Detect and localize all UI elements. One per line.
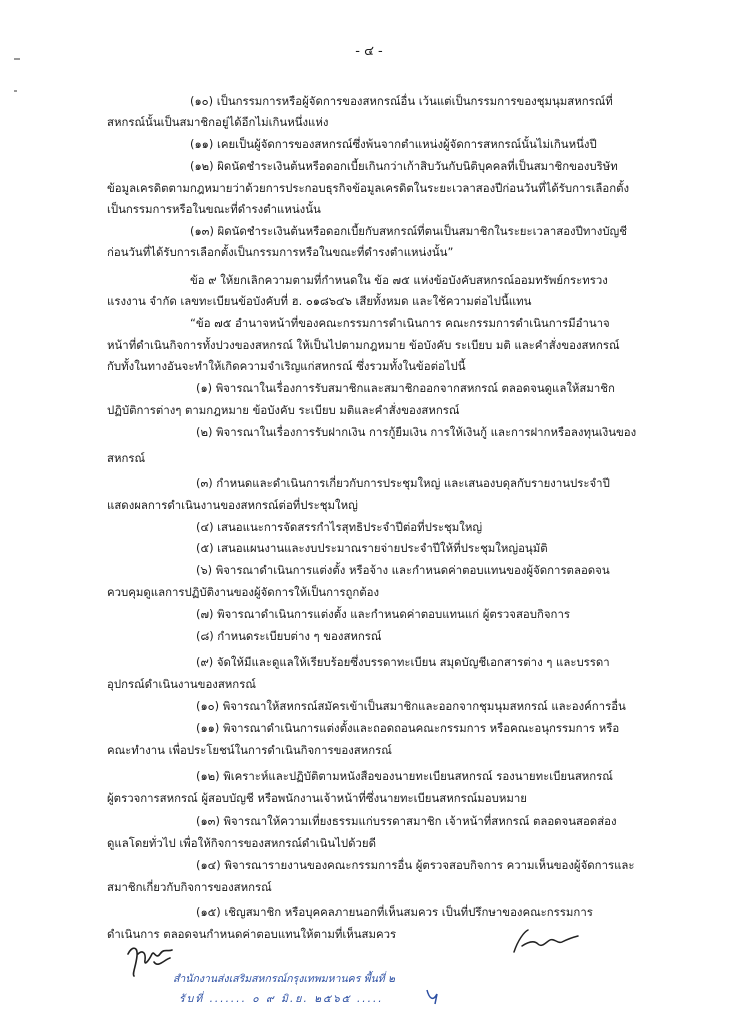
text-line: หน้าที่ดำเนินกิจการทั้งปวงของสหกรณ์ ให้เป็นไปตามกฎหมาย ข้อบังคับ ระเบียบ มติ และคำสั่งของสหกรณ์ xyxy=(107,338,620,352)
text-line: ดำเนินการ ตลอดจนกำหนดค่าตอบแทนให้ตามที่เห็นสมควร xyxy=(107,927,397,941)
text-line: (๓) กำหนดและดำเนินการเกี่ยวกับการประชุมใหญ่ และเสนองบดุลกับรายงานประจำปี xyxy=(196,476,610,490)
text-line: แรงงาน จำกัด เลขทะเบียนข้อบังคับที่ ฮ. ๐๑๘๖๔๖ เสียทั้งหมด และใช้ความต่อไปนี้แทน xyxy=(107,294,532,308)
stamp-office-text: สำนักงานส่งเสริมสหกรณ์กรุงเทพมหานคร พื้นที่ ๒ xyxy=(173,973,395,985)
text-line: (๘) กำหนดระเบียบต่าง ๆ ของสหกรณ์ xyxy=(196,629,382,643)
margin-mark xyxy=(14,58,20,60)
text-line: (๕) เสนอแผนงานและงบประมาณรายจ่ายประจำปีให้ที่ประชุมใหญ่อนุมัติ xyxy=(196,541,548,555)
text-line: (๑๐) เป็นกรรมการหรือผู้จัดการของสหกรณ์อื่น เว้นแต่เป็นกรรมการของชุมนุมสหกรณ์ที่ xyxy=(190,94,613,108)
text-line: ปฏิบัติการต่างๆ ตามกฎหมาย ข้อบังคับ ระเบียบ มติและคำสั่งของสหกรณ์ xyxy=(107,403,460,417)
text-line: เป็นกรรมการหรือในขณะที่ดำรงตำแหน่งนั้น xyxy=(107,202,321,216)
text-line: ดูแลโดยทั่วไป เพื่อให้กิจการของสหกรณ์ดำเนินไปด้วยดี xyxy=(107,836,377,850)
signature-right xyxy=(508,922,583,962)
text-line: กับทั้งในทางอันจะทำให้เกิดความจำเริญแก่สหกรณ์ ซึ่งรวมทั้งในข้อต่อไปนี้ xyxy=(107,359,466,373)
margin-mark xyxy=(14,90,17,92)
text-line: (๑๓) พิจารณาให้ความเที่ยงธรรมแก่บรรดาสมาชิก เจ้าหน้าที่สหกรณ์ ตลอดจนสอดส่อง xyxy=(196,814,617,828)
text-line: (๑) พิจารณาในเรื่องการรับสมาชิกและสมาชิกออกจากสหกรณ์ ตลอดจนดูแลให้สมาชิก xyxy=(196,381,615,395)
text-line: (๑๔) พิจารณารายงานของคณะกรรมการอื่น ผู้ตรวจสอบกิจการ ความเห็นของผู้จัดการและ xyxy=(196,858,635,872)
text-line: (๑๐) พิจารณาให้สหกรณ์สมัครเข้าเป็นสมาชิกและออกจากชุมนุมสหกรณ์ และองค์การอื่น xyxy=(196,699,626,713)
stamp-date-text: รับที่ ....... ๐ ๙ มิ.ย. ๒๕๖๕ ..... xyxy=(179,993,384,1005)
text-line: “ข้อ ๗๕ อำนาจหน้าที่ของคณะกรรมการดำเนินการ คณะกรรมการดำเนินการมีอำนาจ xyxy=(190,316,610,330)
text-line: ก่อนวันที่ได้รับการเลือกตั้งเป็นกรรมการหรือในขณะที่ดำรงตำแหน่งนั้น” xyxy=(107,245,454,259)
text-line: แสดงผลการดำเนินงานของสหกรณ์ต่อที่ประชุมใหญ่ xyxy=(107,498,358,512)
text-line: (๑๒) ผิดนัดชำระเงินต้นหรือดอกเบี้ยเกินกว่าเก้าสิบวันกับนิติบุคคลที่เป็นสมาชิกของบริษัท xyxy=(190,159,618,173)
text-line: (๗) พิจารณาดำเนินการแต่งตั้ง และกำหนดค่าตอบแทนแก่ ผู้ตรวจสอบกิจการ xyxy=(196,607,570,621)
stamp-initial xyxy=(423,986,445,1008)
text-line: (๒) พิจารณาในเรื่องการรับฝากเงิน การกู้ยืมเงิน การให้เงินกู้ และการฝากหรือลงทุนเงินของ xyxy=(196,425,637,439)
text-line: (๔) เสนอแนะการจัดสรรกำไรสุทธิประจำปีต่อที่ประชุมใหญ่ xyxy=(196,520,483,534)
text-line: สหกรณ์นั้นเป็นสมาชิกอยู่ได้อีกไม่เกินหนึ่งแห่ง xyxy=(107,115,329,129)
text-line: (๑๒) พิเคราะห์และปฏิบัติตามหนังสือของนายทะเบียนสหกรณ์ รองนายทะเบียนสหกรณ์ xyxy=(196,769,613,783)
page-number: - ๔ - xyxy=(355,44,383,59)
text-line: อุปกรณ์ดำเนินงานของสหกรณ์ xyxy=(107,677,256,691)
text-line: (๑๑) พิจารณาดำเนินการแต่งตั้งและถอดถอนคณะกรรมการ หรือคณะอนุกรรมการ หรือ xyxy=(196,721,620,735)
text-line: สมาชิกเกี่ยวกับกิจการของสหกรณ์ xyxy=(107,880,272,894)
text-line: ข้อมูลเครดิตตามกฎหมายว่าด้วยการประกอบธุรกิจข้อมูลเครดิตในระยะเวลาสองปีก่อนวันที่ได้รับการเลือกตั้ง xyxy=(107,181,630,195)
receiving-stamp xyxy=(165,968,455,1018)
text-line: สหกรณ์ xyxy=(107,451,146,465)
text-line: ข้อ ๙ ให้ยกเลิกความตามที่กำหนดใน ข้อ ๗๕ แห่งข้อบังคับสหกรณ์ออมทรัพย์กระทรวง xyxy=(190,273,608,287)
text-line: ผู้ตรวจการสหกรณ์ ผู้สอบบัญชี หรือพนักงานเจ้าหน้าที่ซึ่งนายทะเบียนสหกรณ์มอบหมาย xyxy=(107,791,527,805)
text-line: (๑๕) เชิญสมาชิก หรือบุคคลภายนอกที่เห็นสมควร เป็นที่ปรึกษาของคณะกรรมการ xyxy=(196,905,593,919)
text-line: ควบคุมดูแลการปฏิบัติงานของผู้จัดการให้เป็นการถูกต้อง xyxy=(107,585,380,599)
text-line: คณะทำงาน เพื่อประโยชน์ในการดำเนินกิจการของสหกรณ์ xyxy=(107,743,392,757)
text-line: (๑๓) ผิดนัดชำระเงินต้นหรือดอกเบี้ยกับสหกรณ์ที่ตนเป็นสมาชิกในระยะเวลาสองปีทางบัญชี xyxy=(190,224,627,238)
text-line: (๙) จัดให้มีและดูแลให้เรียบร้อยซึ่งบรรดาทะเบียน สมุดบัญชีเอกสารต่าง ๆ และบรรดา xyxy=(196,655,610,669)
text-line: (๖) พิจารณาดำเนินการแต่งตั้ง หรือจ้าง และกำหนดค่าตอบแทนของผู้จัดการตลอดจน xyxy=(196,563,610,577)
text-line: (๑๑) เคยเป็นผู้จัดการของสหกรณ์ซึ่งพ้นจากตำแหน่งผู้จัดการสหกรณ์นั้นไม่เกินหนึ่งปี xyxy=(190,137,597,151)
